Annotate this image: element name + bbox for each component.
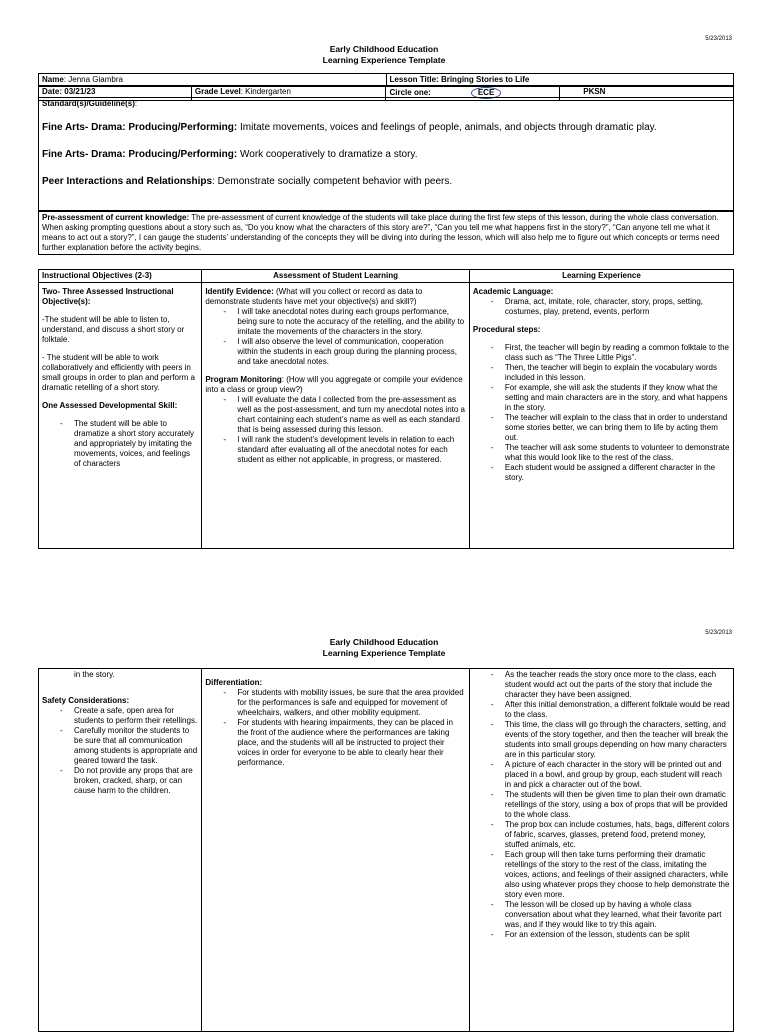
lesson-title-value: Bringing Stories to Life bbox=[440, 75, 530, 84]
date-value: 03/21/23 bbox=[64, 87, 96, 96]
procedural-step: - Then, the teacher will begin to explain the vocabulary words included in this lesson. bbox=[491, 363, 730, 383]
grade-label: Grade Level bbox=[194, 87, 241, 96]
column-header-assessment: Assessment of Student Learning bbox=[202, 270, 470, 283]
procedural-step: - The students will then be given time to plan their own dramatic retellings of the story, using a box of props that will be provided to the whole class. bbox=[491, 790, 730, 820]
standards-label: Standard(s)/Guideline(s) bbox=[42, 99, 135, 108]
identify-evidence: Identify Evidence: (What will you collect or record as data to demonstrate students have met your objective(s) and skill?) bbox=[205, 287, 423, 306]
org-title: Early Childhood Education bbox=[329, 637, 439, 647]
identify-item: - I will take anecdotal notes during each groups performance, being sure to note the accuracy of the retelling, and the ability to imitate the movements of the characters in the story. bbox=[223, 307, 466, 337]
procedural-step: - The prop box can include costumes, hats, bags, different colors of fabric, scarves, glasses, pretend food, pretend money, stuffed animals, etc. bbox=[491, 820, 730, 850]
grade-value: : Kindergarten bbox=[240, 87, 291, 96]
developmental-skill-heading: One Assessed Developmental Skill: bbox=[42, 401, 178, 410]
assessment-cell-continued bbox=[202, 669, 470, 1032]
developmental-skill-continued: in the story. bbox=[74, 670, 115, 679]
procedural-steps-label: Procedural steps: bbox=[472, 325, 541, 334]
experience-cell bbox=[469, 283, 733, 549]
date-label: Date: bbox=[42, 87, 63, 96]
academic-language-label: Academic Language: bbox=[472, 287, 554, 296]
objectives-cell-continued bbox=[39, 669, 202, 1032]
preassessment-label: Pre-assessment of current knowledge: bbox=[42, 213, 190, 222]
procedural-step: - For example, she will ask the students if they know what the setting and main characters are in the story, and what happens in the story. bbox=[491, 383, 730, 413]
procedural-step: - After this initial demonstration, a different folktale would be read to the class. bbox=[491, 700, 730, 720]
standard-3-text: : Demonstrate socially competent behavior with peers. bbox=[212, 176, 453, 187]
monitor-item: - I will evaluate the data I collected from the pre-assessment as well as the post-assessment, and turn my anecdotal notes into a chart containing each student’s name as well as each standard that is being assessed during this lesson. bbox=[223, 395, 466, 435]
lesson-plan-table-continued bbox=[38, 668, 734, 1032]
differentiation-item: - For students with mobility issues, be sure that the area provided for the performances is safe and equipped for movement of wheelchairs, walkers, and other mobility equipment. bbox=[223, 688, 466, 718]
monitor-item: - I will rank the student’s development levels in relation to each standard after evaluating all of the anecdotal notes for each student as either not applicable, in progress, or mastered. bbox=[223, 435, 466, 465]
name-label: Name bbox=[42, 75, 64, 84]
standard-2 bbox=[42, 148, 730, 161]
procedural-step: - The lesson will be closed up by having a whole class conversation about what they learned, what their favorite part was, and if they would like to try this again. bbox=[491, 900, 730, 930]
standard-1 bbox=[42, 121, 730, 134]
preassessment-text: The pre-assessment of current knowledge of the students will take place during the first few steps of this lesson, during the whole class conversation. When asking prompting questions about a story such as, “Do you know what the characters of this story are?”, “Can you tell me what happens first in the story?”, “Can anyone tell me what it means to act out a story?”, I can gauge the students’ understanding of the concepts they will be diving into during the lesson, which will also help me to figure out which concepts or terms need further explanation before the activity begins. bbox=[42, 213, 720, 252]
template-title: Learning Experience Template bbox=[322, 55, 446, 65]
template-title: Learning Experience Template bbox=[322, 648, 446, 658]
circle-label: Circle one: bbox=[389, 88, 431, 97]
safety-item: - Do not provide any props that are broken, cracked, sharp, or can cause harm to the children. bbox=[60, 766, 198, 796]
program-monitoring: Program Monitoring: (How will you aggregate or compile your evidence into a class or group view?) bbox=[205, 375, 463, 394]
objectives-heading: Two- Three Assessed Instructional Objective(s): bbox=[42, 287, 174, 306]
column-header-objectives: Instructional Objectives (2-3) bbox=[39, 270, 202, 283]
standard-1-label: Fine Arts- Drama: Producing/Performing: bbox=[42, 122, 238, 133]
identify-item: - I will also observe the level of communication, cooperation within the students in each group during the planning process, and take anecdotal notes. bbox=[223, 337, 466, 367]
date-stamp: 5/23/2013 bbox=[705, 36, 732, 42]
standard-1-text: Imitate movements, voices and feelings of people, animals, and objects through dramatic play. bbox=[237, 122, 657, 133]
differentiation-label: Differentiation: bbox=[205, 678, 263, 687]
lesson-title-label: Lesson Title: bbox=[389, 75, 439, 84]
standard-2-text: Work cooperatively to dramatize a story. bbox=[237, 149, 418, 160]
circle-option-pksn: PKSN bbox=[583, 87, 606, 96]
preassessment-table bbox=[38, 211, 734, 255]
procedural-step: - A picture of each character in the story will be printed out and placed in a bowl, and group by group, each student will reach in and pick a character out of the bowl. bbox=[491, 760, 730, 790]
safety-item: - Create a safe, open area for students to perform their retellings. bbox=[60, 706, 198, 726]
experience-cell-continued bbox=[469, 669, 733, 1032]
objective-2: - The student will be able to work collaboratively and efficiently with peers in small groups in order to plan and perform a dramatic retelling of a short story. bbox=[42, 353, 195, 392]
preassessment-cell bbox=[39, 212, 734, 255]
date-stamp: 5/23/2013 bbox=[705, 630, 732, 636]
org-title: Early Childhood Education bbox=[329, 44, 439, 54]
standard-3-label: Peer Interactions and Relationships bbox=[42, 176, 213, 187]
safety-item: - Carefully monitor the students to be sure that all communication among students is appropriate and geared toward the task. bbox=[60, 726, 198, 766]
objective-1: -The student will be able to listen to, understand, and discuss a short story or folktale. bbox=[42, 315, 185, 344]
document-page-2 bbox=[0, 600, 768, 1024]
procedural-step: - For an extension of the lesson, students can be split bbox=[491, 930, 730, 940]
standard-3 bbox=[42, 175, 730, 188]
standards-cell bbox=[39, 98, 734, 211]
procedural-step: - This time, the class will go through the characters, setting, and events of the story together, and then the teacher will break the students into small groups depending on how many characters are in this particular story. bbox=[491, 720, 730, 760]
name-value: : Jenna Giambra bbox=[63, 75, 123, 84]
objectives-cell bbox=[39, 283, 202, 549]
standards-colon: : bbox=[134, 99, 138, 108]
standard-2-label: Fine Arts- Drama: Producing/Performing: bbox=[42, 149, 238, 160]
assessment-cell bbox=[202, 283, 470, 549]
procedural-step: - The teacher will explain to the class that in order to understand some stories better, we can bring them to life by acting them out. bbox=[491, 413, 730, 443]
lesson-plan-table bbox=[38, 269, 734, 549]
procedural-step: - First, the teacher will begin by reading a common folktale to the class such as “The Three Little Pigs”. bbox=[491, 343, 730, 363]
differentiation-item: - For students with hearing impairments, they can be placed in the front of the audience where the performances are taking place, and the students will all be instructed to project their voices in order for everyone to be able to clearly hear their performance. bbox=[223, 718, 466, 768]
procedural-step: - Each student would be assigned a different character in the story. bbox=[491, 463, 730, 483]
procedural-step: - Each group will then take turns performing their dramatic retellings of the story to the rest of the class, imitating the voices, actions, and feelings of their assigned characters, while also using whatever props they choose to help demonstrate the story even more. bbox=[491, 850, 730, 900]
developmental-skill-item: - The student will be able to dramatize a short story accurately and appropriately by imitating the movements, voices, and feelings of characters bbox=[60, 419, 198, 469]
circle-option-ece: ECE bbox=[471, 87, 501, 99]
standards-table bbox=[38, 97, 734, 211]
academic-language-item: - Drama, act, imitate, role, character, story, props, setting, costumes, play, pretend, events, perform bbox=[491, 297, 730, 317]
safety-heading: Safety Considerations: bbox=[42, 696, 130, 705]
procedural-step: - The teacher will ask some students to volunteer to demonstrate what this would look like to the rest of the class. bbox=[491, 443, 730, 463]
column-header-experience: Learning Experience bbox=[469, 270, 733, 283]
procedural-step: - As the teacher reads the story once more to the class, each student would act out the parts of the story that include the character they have been assigned. bbox=[491, 670, 730, 700]
